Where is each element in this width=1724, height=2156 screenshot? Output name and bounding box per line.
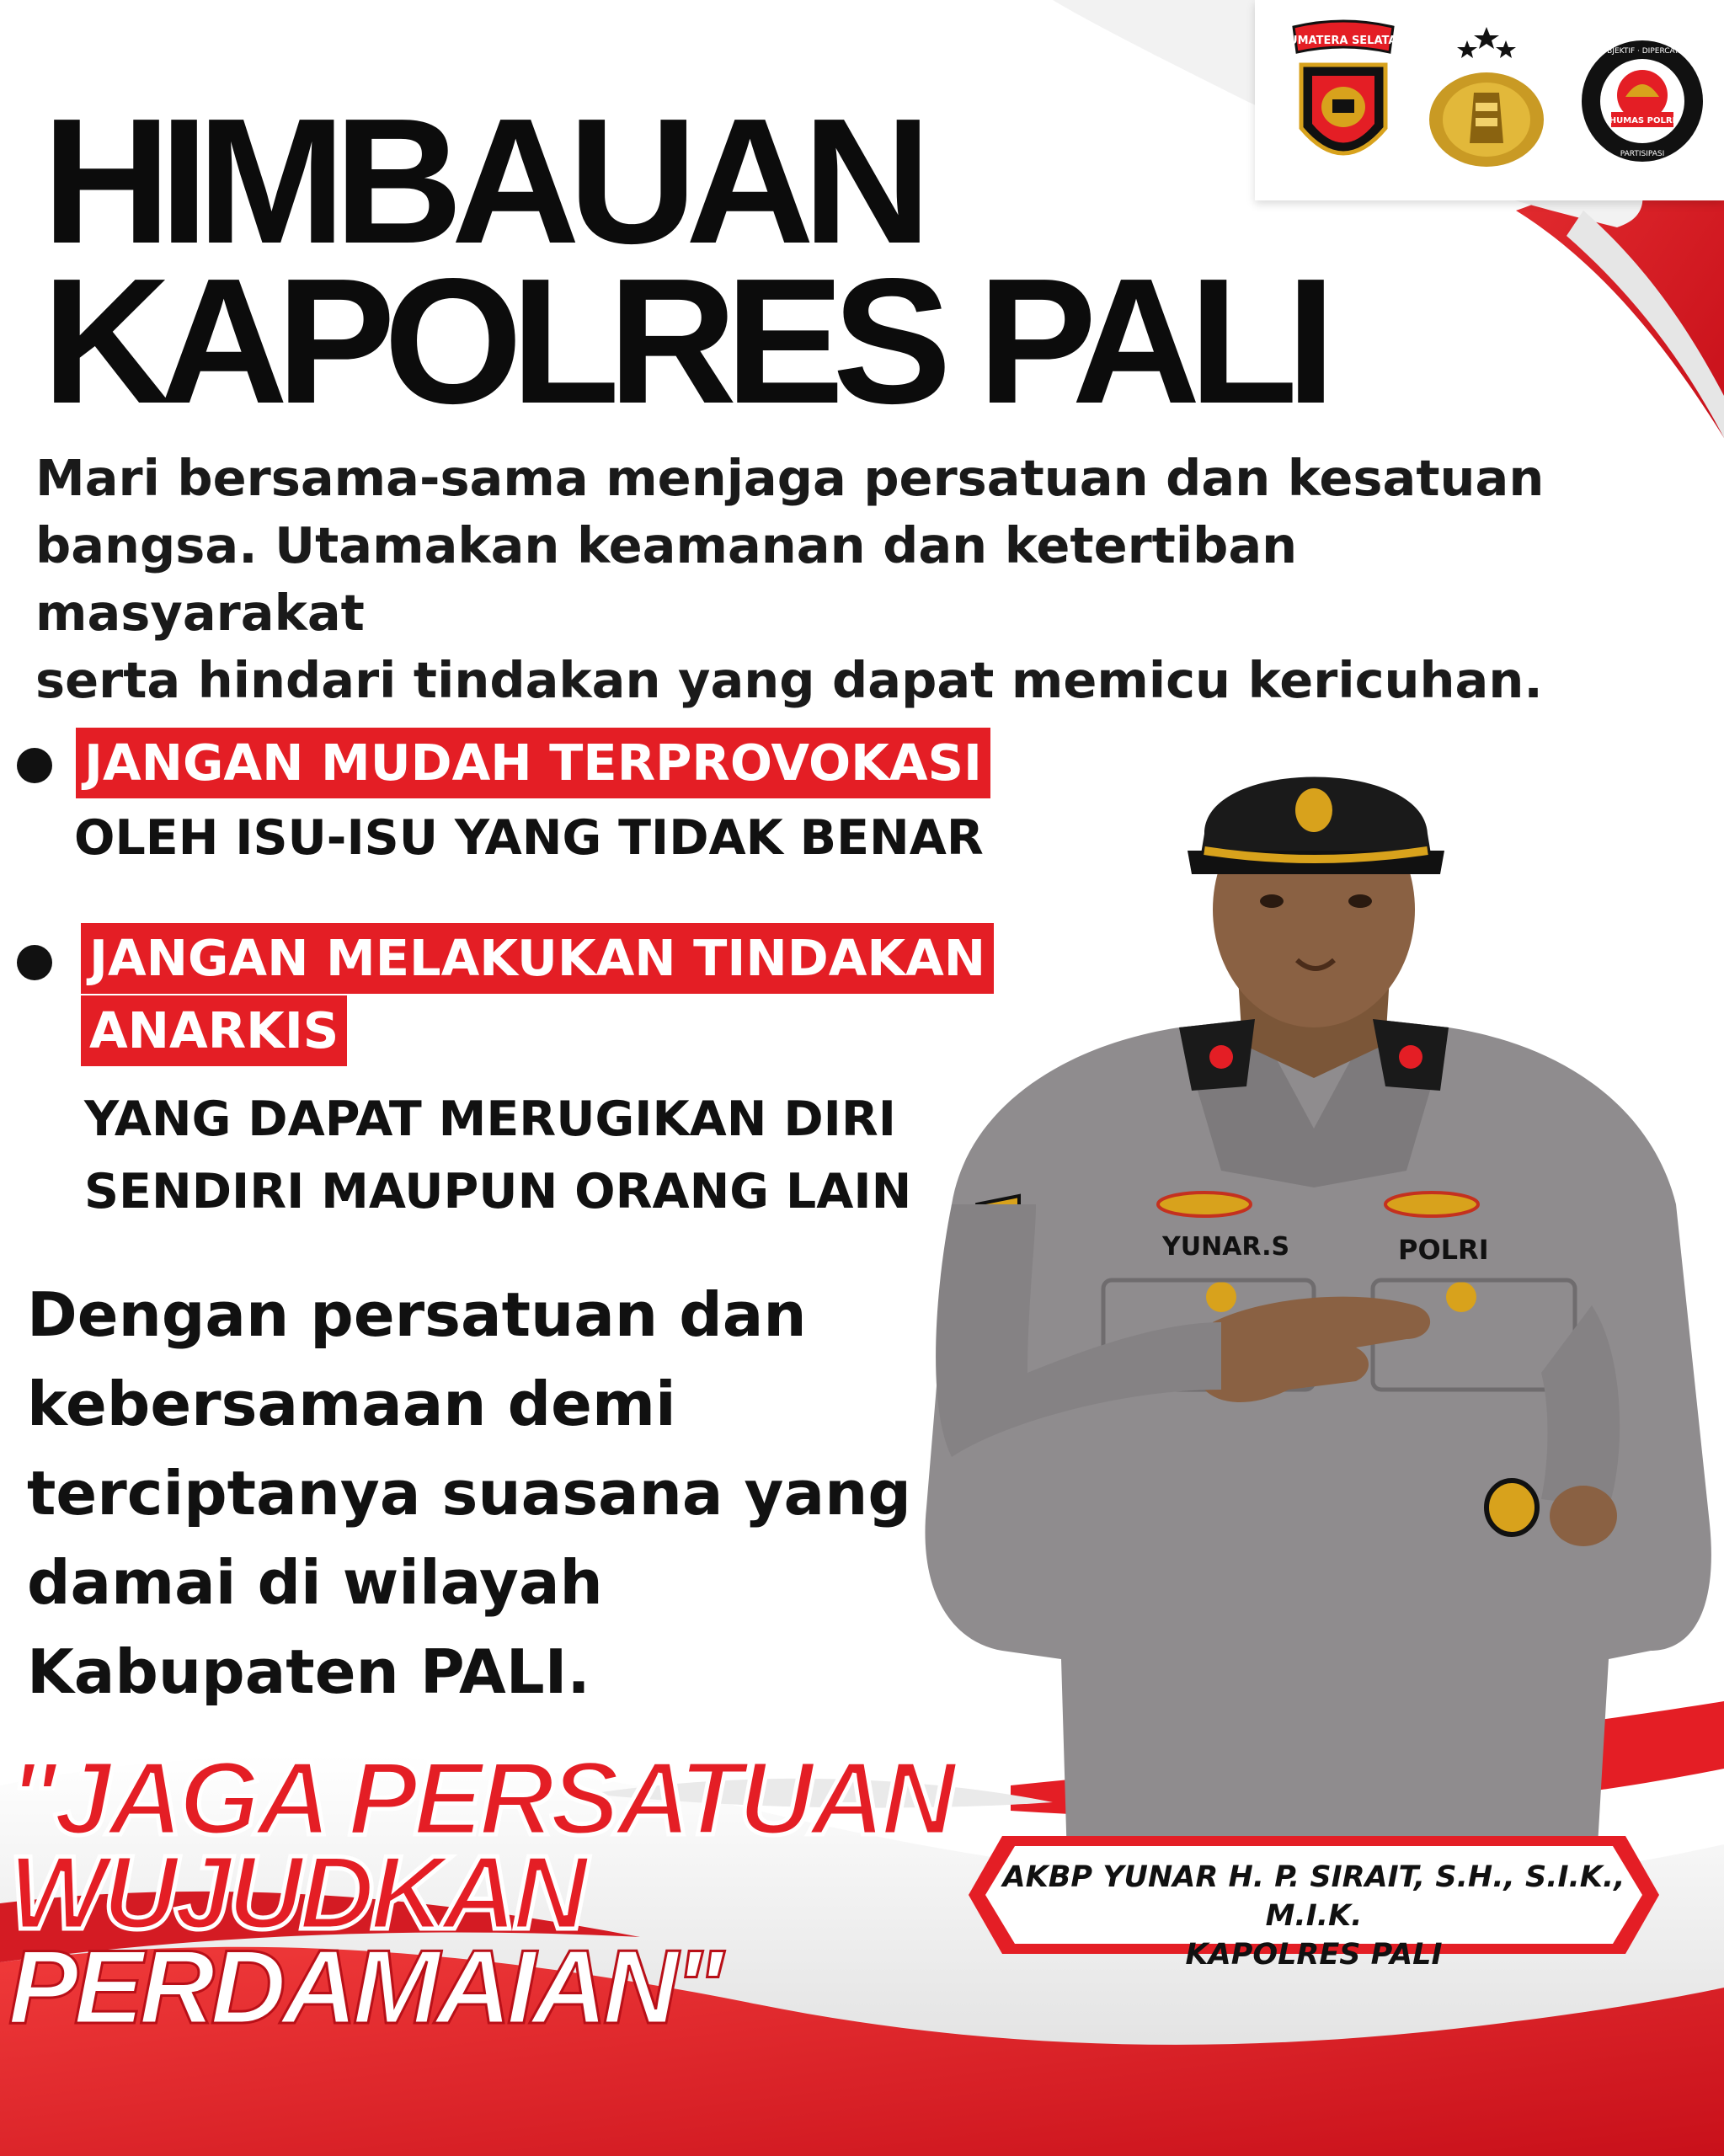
closing-line-3: terciptanya suasana yang	[27, 1458, 911, 1529]
svg-text:SUMATERA SELATAN: SUMATERA SELATAN	[1280, 35, 1406, 47]
svg-text:HUMAS POLRI: HUMAS POLRI	[1609, 116, 1676, 125]
closing-line-1: Dengan persatuan dan	[27, 1279, 807, 1350]
closing-paragraph	[27, 1270, 911, 1716]
bullet-2-highlight-line-2: ANARKIS	[81, 995, 347, 1066]
bullet-2-subtext-line-1: YANG DAPAT MERUGIKAN DIRI	[84, 1091, 896, 1147]
intro-paragraph	[35, 445, 1619, 714]
officer-portrait	[901, 766, 1724, 1945]
signature	[969, 1858, 1659, 1974]
slogan-line-2: WUJUDKAN	[8, 1835, 584, 1951]
police-emblem-icon	[1423, 25, 1550, 173]
bullet-2-highlight-line-1: JANGAN MELAKUKAN TINDAKAN	[81, 923, 994, 994]
svg-text:PARTISIPASI: PARTISIPASI	[1620, 150, 1665, 158]
logo-panel	[1255, 0, 1724, 200]
svg-text:OBJEKTIF · DIPERCAYA: OBJEKTIF · DIPERCAYA	[1601, 47, 1684, 56]
signature-position: KAPOLRES PALI	[1185, 1938, 1443, 1972]
title-line-2: KAPOLRES PALI	[42, 241, 1324, 440]
slogan	[8, 1741, 953, 2046]
name-tag: YUNAR.S	[1162, 1232, 1290, 1262]
closing-line-4: damai di wilayah	[27, 1547, 603, 1618]
bullet-2-subtext-line-2: SENDIRI MAUPUN ORANG LAIN	[84, 1164, 912, 1219]
bullet-dot-icon	[17, 748, 52, 783]
title-line-1: HIMBAUAN	[42, 81, 921, 280]
signature-name: AKBP YUNAR H. P. SIRAIT, S.H., S.I.K., M.I.K.	[1002, 1860, 1625, 1933]
bullet-1-highlight: JANGAN MUDAH TERPROVOKASI	[76, 728, 990, 798]
slogan-line-1: "JAGA PERSATUAN	[8, 1741, 953, 1857]
intro-line-3: serta hindari tindakan yang dapat memicu kericuhan.	[35, 651, 1543, 709]
bullet-dot-icon	[17, 945, 52, 980]
closing-line-5: Kabupaten PALI.	[27, 1636, 590, 1707]
bullet-1-subtext: OLEH ISU-ISU YANG TIDAK BENAR	[74, 810, 984, 866]
closing-line-2: kebersamaan demi	[27, 1369, 676, 1439]
intro-line-2: bangsa. Utamakan keamanan dan ketertiban masyarakat	[35, 516, 1298, 642]
intro-line-1: Mari bersama-sama menjaga persatuan dan kesatuan	[35, 449, 1545, 507]
humas-polri-logo-icon	[1579, 38, 1705, 164]
unit-tag: POLRI	[1398, 1234, 1489, 1266]
slogan-line-3: PERDAMAIAN"	[8, 1929, 720, 2046]
page-title	[42, 81, 1324, 440]
